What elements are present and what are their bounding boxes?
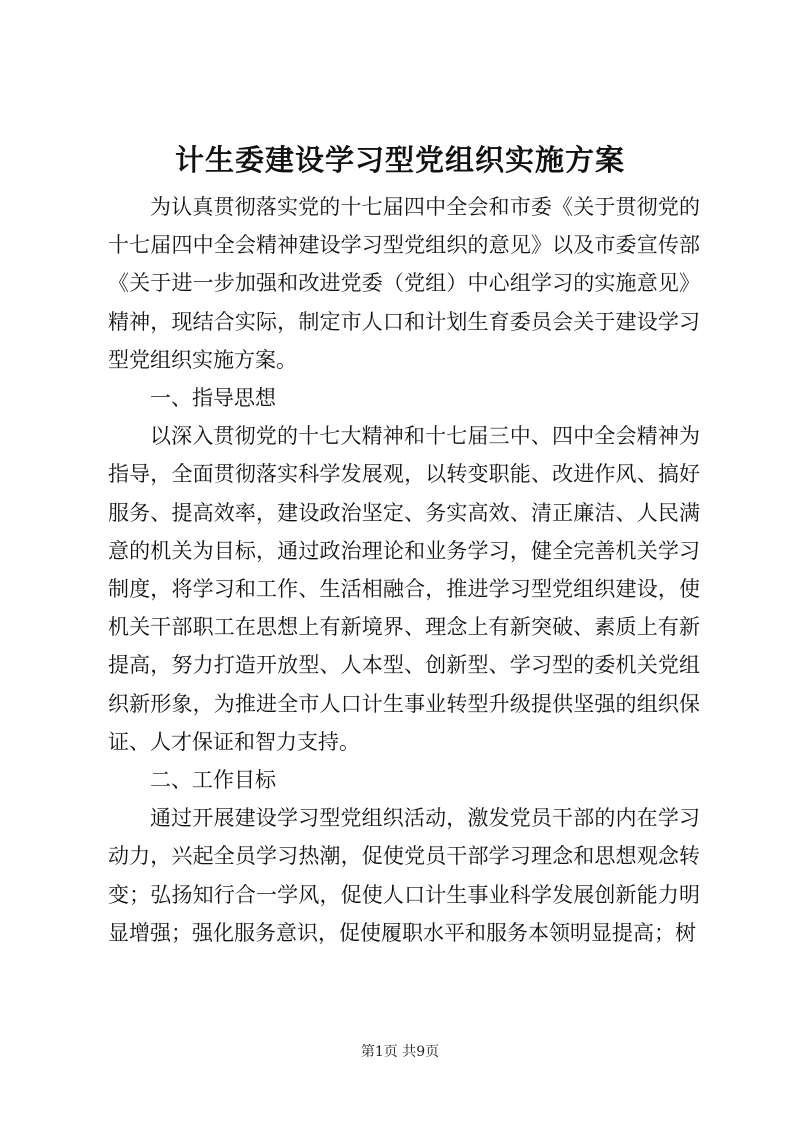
document-title: 计生委建设学习型党组织实施方案 — [174, 143, 625, 177]
section-heading-guiding-thought: 一、指导思想 — [150, 386, 276, 411]
document-body — [108, 188, 700, 952]
page-number-footer: 第1页 共9页 — [360, 1044, 440, 1060]
section-body-guiding-thought: 以深入贯彻党的十七大精神和十七届三中、四中全会精神为指导，全面贯彻落实科学发展观，以转变职能、改进作风、搞好服务、提高效率，建设政治坚定、务实高效、清正廉洁、人民满意的机关为目标，通过政治理论和业务学习，健全完善机关学习制度，将学习和工作、生活相融合，推进学习型党组织建设，使机关干部职工在思想上有新境界、理念上有新突破、素质上有新提高，努力打造开放型、人本型、创新型、学习型的委机关党组织新形象，为推进全市人口计生事业转型升级提供坚强的组织保证、人才保证和智力支持。 — [108, 424, 700, 754]
section-heading-work-goals: 二、工作目标 — [150, 768, 276, 793]
intro-paragraph: 为认真贯彻落实党的十七届四中全会和市委《关于贯彻党的十七届四中全会精神建设学习型党组织的意见》以及市委宣传部《关于进一步加强和改进党委（党组）中心组学习的实施意见》精神，现结合实际，制定市人口和计划生育委员会关于建设学习型党组织实施方案。 — [108, 195, 700, 372]
section-body-work-goals: 通过开展建设学习型党组织活动，激发党员干部的内在学习动力，兴起全员学习热潮，促使党员干部学习理念和思想观念转变；弘扬知行合一学风，促使人口计生事业科学发展创新能力明显增强；强化服务意识，促使履职水平和服务本领明显提高；树 — [108, 806, 700, 945]
